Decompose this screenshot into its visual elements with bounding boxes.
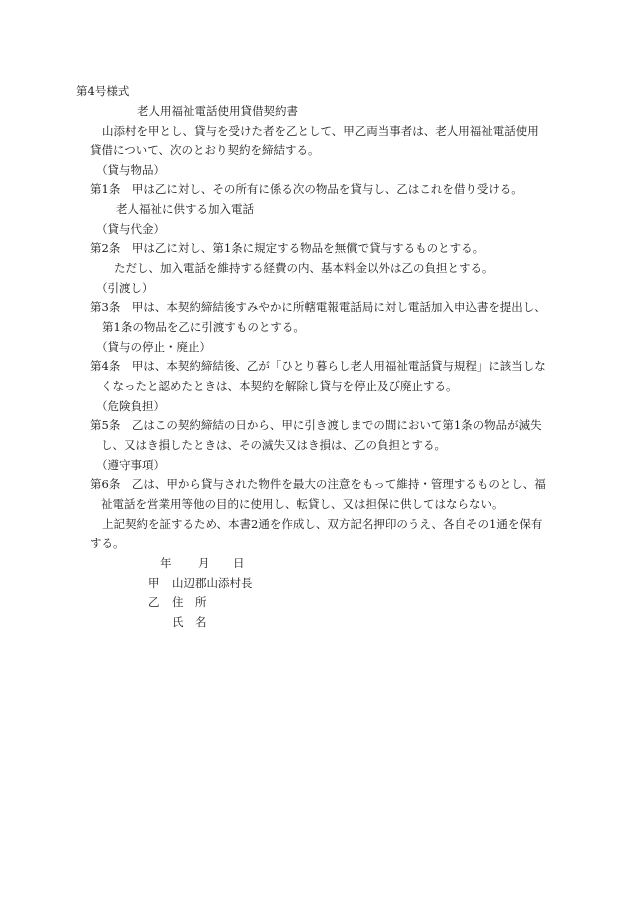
intro-line-1: 山添村を甲とし、貸与を受けた者を乙として、甲乙両当事者は、老人用福祉電話使用 xyxy=(102,124,539,138)
article-1-line-1: 第1条 甲は乙に対し、その所有に係る次の物品を貸与し、乙はこれを借り受ける。 xyxy=(90,182,523,196)
article-6-heading: （遵守事項） xyxy=(96,458,165,472)
article-4-heading: （貸与の停止・廃止） xyxy=(96,340,211,354)
article-6-line-2: 祉電話を営業用等他の目的に使用し、転貸し、又は担保に供してはならない。 xyxy=(101,497,504,511)
article-2-heading: （貸与代金） xyxy=(96,222,165,236)
intro-line-2: 貸借について、次のとおり契約を締結する。 xyxy=(90,143,320,157)
form-number: 第4号様式 xyxy=(76,84,130,98)
party-a-name: 山辺郡山添村長 xyxy=(172,576,253,590)
date-month-label: 月 xyxy=(198,556,210,570)
party-b-label: 乙 xyxy=(148,595,160,609)
article-5-heading: （危険負担） xyxy=(96,399,165,413)
party-a-label: 甲 xyxy=(148,576,160,590)
closing-line-2: する。 xyxy=(90,536,125,550)
article-4-line-2: くなったと認めたときは、本契約を解除し貸与を停止及び廃止する。 xyxy=(101,379,458,393)
article-4-line-1: 第4条 甲は、本契約締結後、乙が「ひとり暮らし老人用福祉電話貸与規程」に該当しな xyxy=(90,359,546,373)
article-3-line-2: 第1条の物品を乙に引渡すものとする。 xyxy=(102,320,305,334)
document-title: 老人用福祉電話使用貸借契約書 xyxy=(137,104,298,118)
date-year-label: 年 xyxy=(160,556,172,570)
party-b-address-label: 住 所 xyxy=(172,595,207,609)
article-1-heading: （貸与物品） xyxy=(96,163,165,177)
article-5-line-2: し、又はき損したときは、その滅失又はき損は、乙の負担とする。 xyxy=(101,438,446,452)
article-1-item: 老人福祉に供する加入電話 xyxy=(116,202,254,216)
article-6-line-1: 第6条 乙は、甲から貸与された物件を最大の注意をもって維持・管理するものとし、福 xyxy=(90,477,546,491)
article-2-proviso: ただし、加入電話を維持する経費の内、基本料金以外は乙の負担とする。 xyxy=(114,261,494,275)
date-day-label: 日 xyxy=(233,556,245,570)
article-3-heading: （引渡し） xyxy=(96,281,154,295)
article-3-line-1: 第3条 甲は、本契約締結後すみやかに所轄電報電話局に対し電話加入申込書を提出し、 xyxy=(90,300,546,314)
party-b-name-label: 氏 名 xyxy=(172,615,207,629)
article-2-line-1: 第2条 甲は乙に対し、第1条に規定する物品を無償で貸与するものとする。 xyxy=(90,241,485,255)
closing-line-1: 上記契約を証するため、本書2通を作成し、双方記名押印のうえ、各自その1通を保有 xyxy=(102,517,543,531)
article-5-line-1: 第5条 乙はこの契約締結の日から、甲に引き渡しまでの間において第1条の物品が滅失 xyxy=(90,418,542,432)
